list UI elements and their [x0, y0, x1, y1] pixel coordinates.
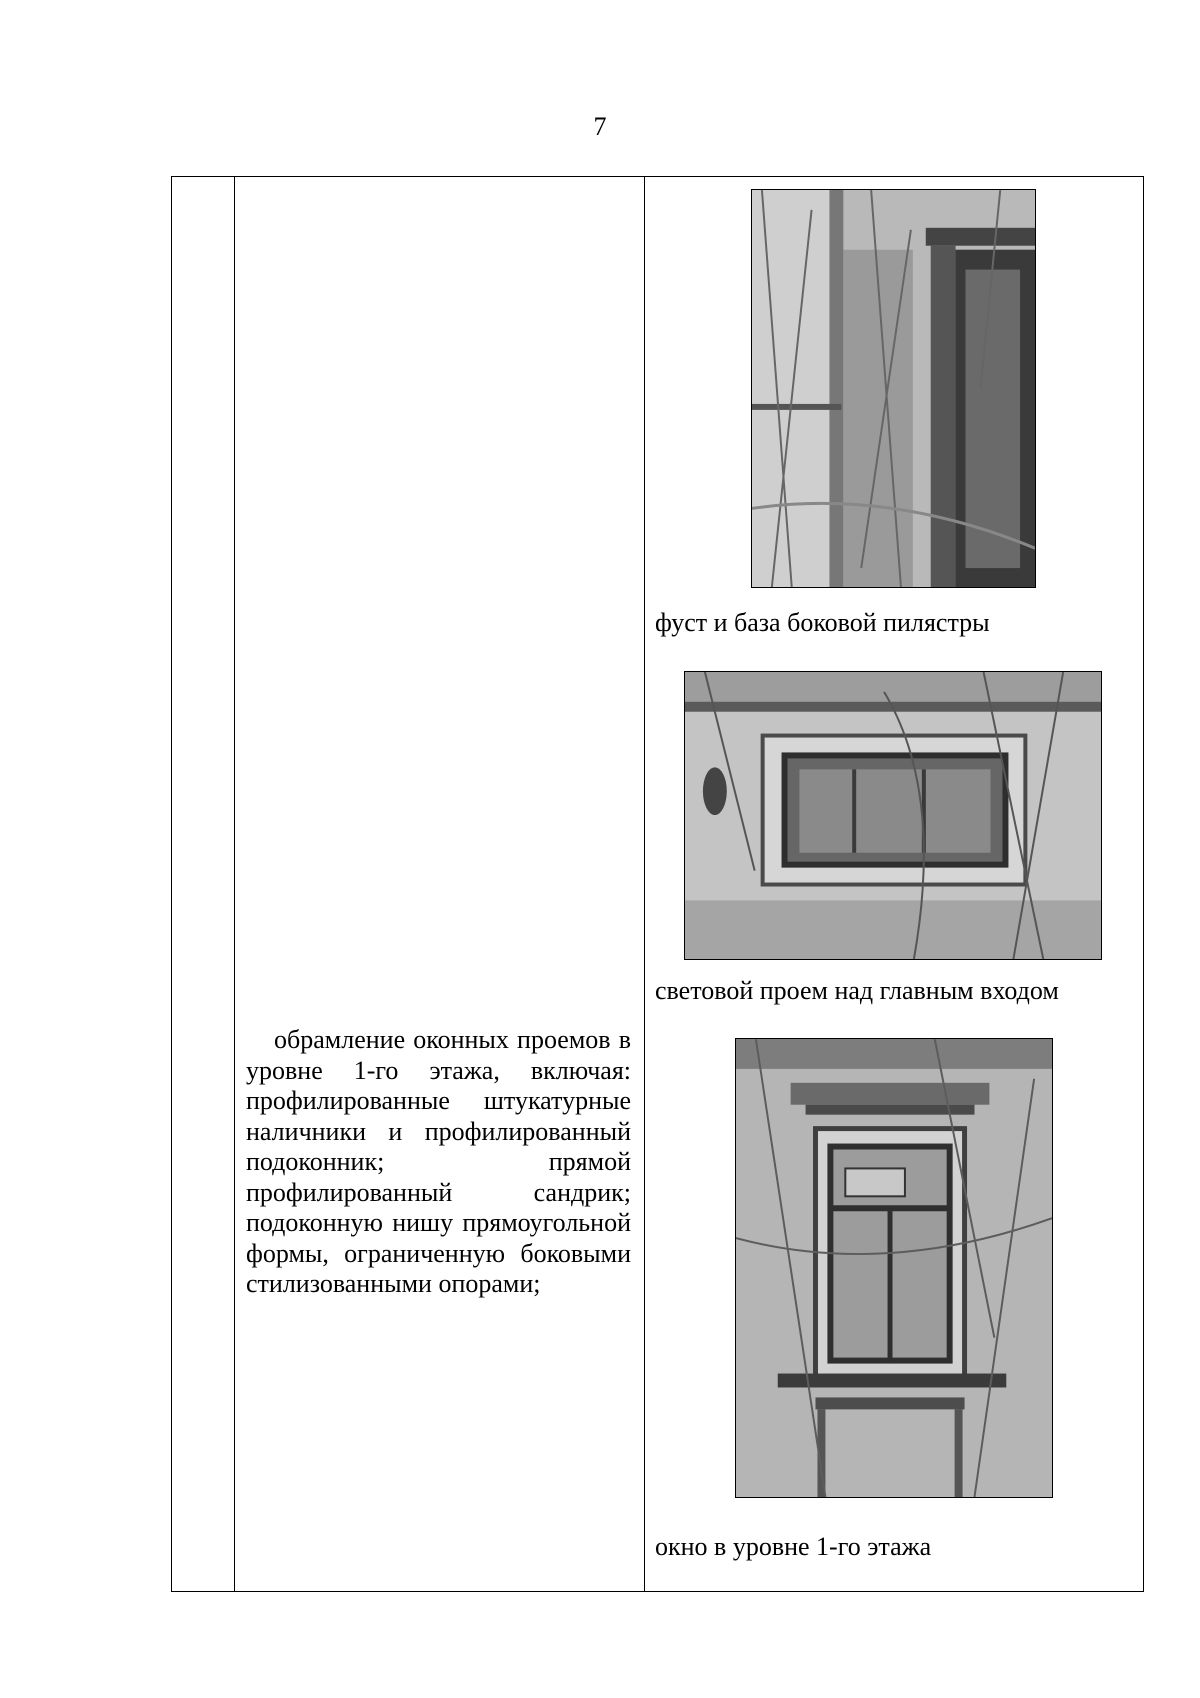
caption-first-floor-window: окно в уровне 1-го этажа [655, 1532, 932, 1561]
object-description [246, 1025, 631, 1300]
description-text: обрамление оконных проемов в уровне 1-го этажа, включая: профилированные штукатурные наличники и профилированный подоконник; прямой профилированный сандрик; подоконную нишу прямоугольной формы, ограниченную боковыми стилизованными опорами; [246, 1025, 631, 1298]
photo-light-opening [684, 671, 1102, 960]
photo-pilaster [751, 189, 1036, 588]
caption-pilaster: фуст и база боковой пилястры [655, 608, 990, 637]
caption-light-opening: световой проем над главным входом [655, 976, 1059, 1005]
photo-first-floor-window [735, 1038, 1053, 1498]
page-number: 7 [593, 112, 607, 141]
column-divider-1 [234, 177, 235, 1591]
column-divider-2 [644, 177, 645, 1591]
